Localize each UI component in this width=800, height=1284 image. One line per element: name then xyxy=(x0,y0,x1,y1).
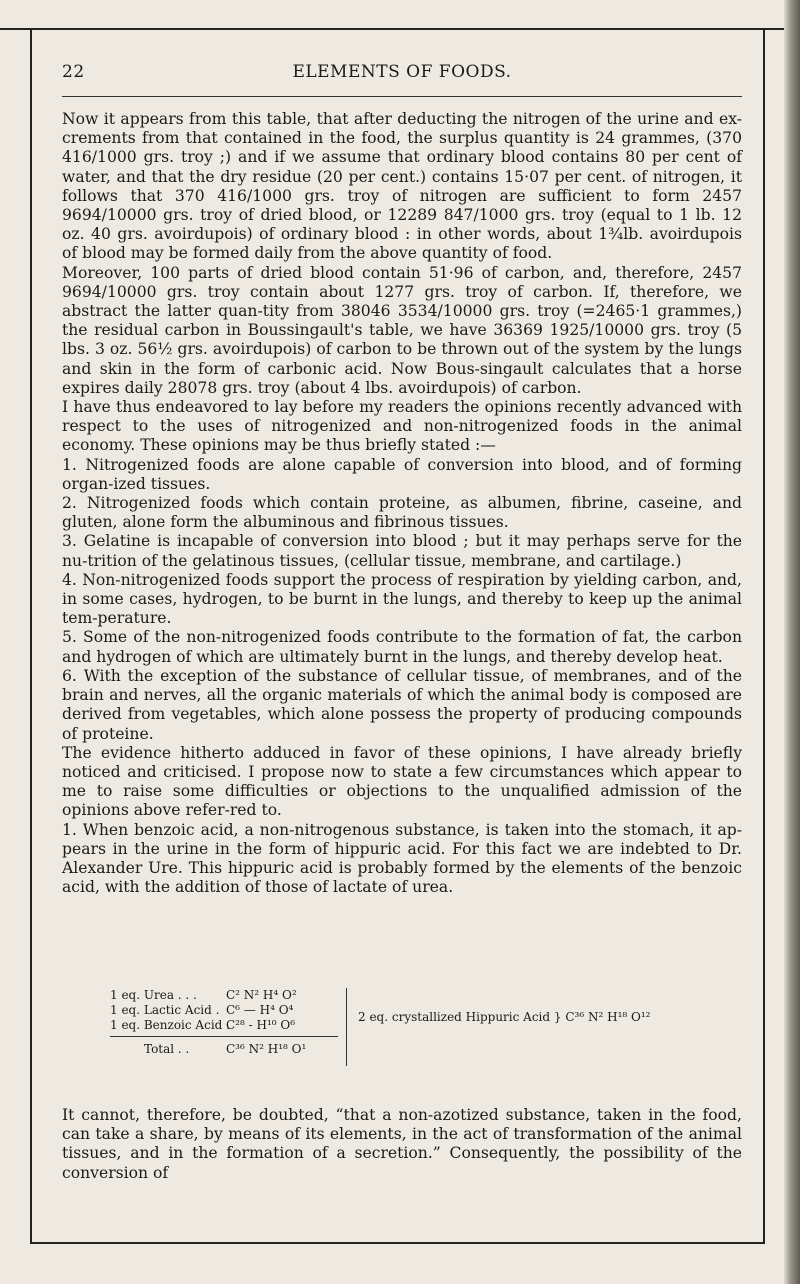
product-brace: } xyxy=(553,1010,566,1024)
paragraph: Now it appears from this table, that after deducting the nitrogen of the urine and ex-crements from that contained in the food, the surplus quantity is 24 grammes, (370 416/1000 grs. troy ;) and if we assume that ordinary blood contains 80 per cent of water, and that the dry residue (20 per cent.) contains 15·07 per cent. of nitrogen, it follows that 370 416/1000 grs. troy of nitrogen are sufficient to form 2457 9694/10000 grs. troy of dried blood, or 12289 847/1000 grs. troy (equal to 1 lb. 12 oz. 40 grs. avoirdupois) of ordinary blood : in other words, about 1¾lb. avoirdupois of blood may be formed daily from the above quantity of food. xyxy=(62,110,742,263)
page-edge-shadow xyxy=(784,0,800,1284)
paragraph: 5. Some of the non-nitrogenized foods contribute to the formation of fat, the carbon and hydrogen of which are ultimately burnt in the lungs, and thereby develop heat. xyxy=(62,628,742,666)
reactant-label: 1 eq. Benzoic Acid . xyxy=(110,1018,230,1032)
total-label: Total . . xyxy=(144,1042,190,1056)
paragraph: 6. With the exception of the substance of cellular tissue, of membranes, and of the brain and nerves, all the organic materials of which the animal body is composed are derived from vegetables, which alone possess the property of producing compounds of proteine. xyxy=(62,666,742,743)
scan-frame-top xyxy=(0,28,784,30)
paragraph: 3. Gelatine is incapable of conversion into blood ; but it may perhaps serve for the nu-trition of the gelatinous tissues, (cellular tissue, membrane, and cartilage.) xyxy=(62,532,742,570)
paragraph: 2. Nitrogenized foods which contain proteine, as albumen, fibrine, caseine, and gluten, alone form the albuminous and fibrinous tissues. xyxy=(62,494,742,532)
reactant-formula: C²⁸ - H¹⁰ O⁶ xyxy=(226,1018,296,1032)
scan-frame-right xyxy=(763,28,765,1243)
reactant-label: 1 eq. Urea . . . xyxy=(110,988,197,1002)
paragraph: The evidence hitherto adduced in favor of these opinions, I have already briefly noticed and criticised. I propose now to state a few circumstances which appear to me to raise some difficulties or objections to the unqualified admission of the opinions above refer-red to. xyxy=(62,743,742,820)
reactant-row xyxy=(110,1018,300,1033)
reactant-label: 1 eq. Lactic Acid . xyxy=(110,1003,220,1017)
header-rule xyxy=(62,96,742,97)
product-formula: C³⁶ N² H¹⁸ O¹² xyxy=(565,1010,651,1024)
paragraph: Moreover, 100 parts of dried blood contain 51·96 of carbon, and, therefore, 2457 9694/10000 grs. troy contain about 1277 grs. troy of carbon. If, therefore, we abstract the latter quan-tity from 38046 3534/10000 grs. troy (=2465·1 grammes,) the residual carbon in Boussingault's table, we have 36369 1925/10000 grs. troy (5 lbs. 3 oz. 56½ grs. avoirdupois) of carbon to be thrown out of the system by the lungs and skin in the form of carbonic acid. Now Bous-singault calculates that a horse expires daily 28078 grs. troy (about 4 lbs. avoirdupois) of carbon. xyxy=(62,263,742,397)
total-formula: C³⁶ N² H¹⁸ O¹ xyxy=(226,1042,307,1056)
reactant-formula: C⁶ — H⁴ O⁴ xyxy=(226,1003,294,1017)
reactants-list xyxy=(110,988,300,1033)
reactant-row xyxy=(110,1003,300,1018)
scan-frame-left xyxy=(30,28,32,1243)
equation-divider xyxy=(346,988,347,1066)
scan-frame-bottom xyxy=(30,1242,765,1244)
running-title: ELEMENTS OF FOODS. xyxy=(292,62,512,82)
chemical-equation xyxy=(110,988,670,1078)
paragraph: 4. Non-nitrogenized foods support the process of respiration by yielding carbon, and, in some cases, hydrogen, to be burnt in the lungs, and thereby to keep up the animal tem-perature. xyxy=(62,570,742,628)
sum-rule xyxy=(110,1036,338,1037)
page-header xyxy=(62,62,742,86)
paragraph: 1. Nitrogenized foods are alone capable of conversion into blood, and of forming organ-ized tissues. xyxy=(62,455,742,493)
paragraph: I have thus endeavored to lay before my readers the opinions recently advanced with respect to the uses of nitrogenized and non-nitrogenized foods in the animal economy. These opinions may be thus briefly stated :— xyxy=(62,398,742,455)
closing-paragraph: It cannot, therefore, be doubted, “that a non-azotized substance, taken in the food, can take a share, by means of its elements, in the act of transformation of the animal tissues, and in the formation of a secretion.” Consequently, the possibility of the conversion of xyxy=(62,1106,742,1182)
product xyxy=(358,1010,658,1025)
paragraph: 1. When benzoic acid, a non-nitrogenous substance, is taken into the stomach, it ap-pears in the urine in the form of hippuric acid. For this fact we are indebted to Dr. Alexander Ure. This hippuric acid is probably formed by the elements of the benzoic acid, with the addition of those of lactate of urea. xyxy=(62,820,742,897)
reactant-formula: C² N² H⁴ O² xyxy=(226,988,297,1002)
body-text xyxy=(62,110,742,897)
reactant-row xyxy=(110,988,300,1003)
product-label: 2 eq. crystallized Hippuric Acid xyxy=(358,1010,551,1024)
page-number: 22 xyxy=(62,62,85,82)
